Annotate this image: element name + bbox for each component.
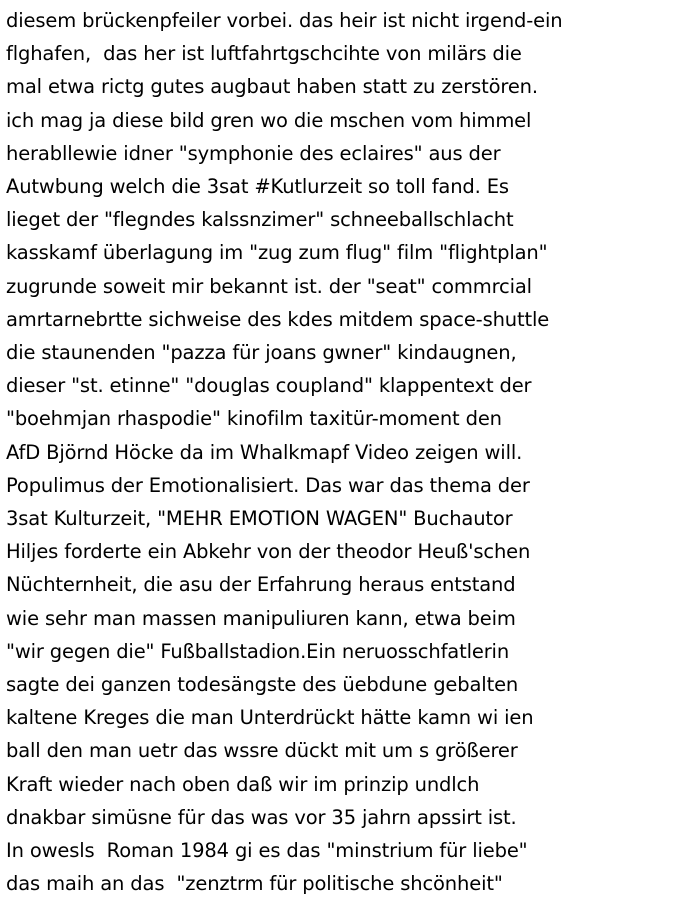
text-line: In owesls Roman 1984 gi es das "minstrium für liebe" [6, 839, 528, 863]
text-line: ich mag ja diese bild gren wo die mschen vom himmel [6, 108, 532, 132]
text-line: zugrunde soweit mir bekannt ist. der "seat" commrcial [6, 274, 532, 298]
text-line: ball den man uetr das wssre dückt mit um s größerer [6, 739, 518, 763]
text-line: AfD Björnd Höcke da im Whalkmapf Video zeigen will. [6, 440, 523, 464]
text-line: herabllewie idner "symphonie des eclaires" aus der [6, 141, 501, 165]
text-line: 3sat Kulturzeit, "MEHR EMOTION WAGEN" Buchautor [6, 507, 513, 531]
text-line: wie sehr man massen manipuliuren kann, etwa beim [6, 606, 516, 630]
text-line: Nüchternheit, die asu der Erfahrung heraus entstand [6, 573, 516, 597]
text-line: Autwbung welch die 3sat #Kutlurzeit so toll fand. Es [6, 175, 509, 199]
text-line: amrtarnebrtte sichweise des kdes mitdem space-shuttle [6, 307, 550, 331]
text-line: lieget der "flegndes kalssnzimer" schneeballschlacht [6, 208, 514, 232]
text-line: "boehmjan rhaspodie" kinofilm taxitür-moment den [6, 407, 502, 431]
text-line: Populimus der Emotionalisiert. Das war das thema der [6, 473, 530, 497]
text-line: sagte dei ganzen todesängste des üebdune gebalten [6, 673, 519, 697]
text-line: kaltene Kreges die man Unterdrückt hätte kamn wi ien [6, 706, 534, 730]
text-line: kasskamf überlagung im "zug zum flug" film "flightplan" [6, 241, 548, 265]
text-line: Hiljes forderte ein Abkehr von der theodor Heuß'schen [6, 540, 531, 564]
text-line: "wir gegen die" Fußballstadion.Ein neruosschfatlerin [6, 639, 510, 663]
text-line: das maih an das "zenztrm für politische shcönheit" [6, 872, 503, 896]
text-line: dieser "st. etinne" "douglas coupland" klappentext der [6, 374, 532, 398]
text-line: die staunenden "pazza für joans gwner" kindaugnen, [6, 341, 517, 365]
text-line: dnakbar simüsne für das was vor 35 jahrn apssirt ist. [6, 805, 517, 829]
text-line: Kraft wieder nach oben daß wir im prinzip undlch [6, 772, 480, 796]
text-line: mal etwa rictg gutes augbaut haben statt zu zerstören. [6, 75, 538, 99]
text-line: diesem brückenpfeiler vorbei. das heir ist nicht irgend-ein [6, 9, 563, 32]
text-line: flghafen, das her ist luftfahrtgschcihte von milärs die [6, 42, 522, 66]
